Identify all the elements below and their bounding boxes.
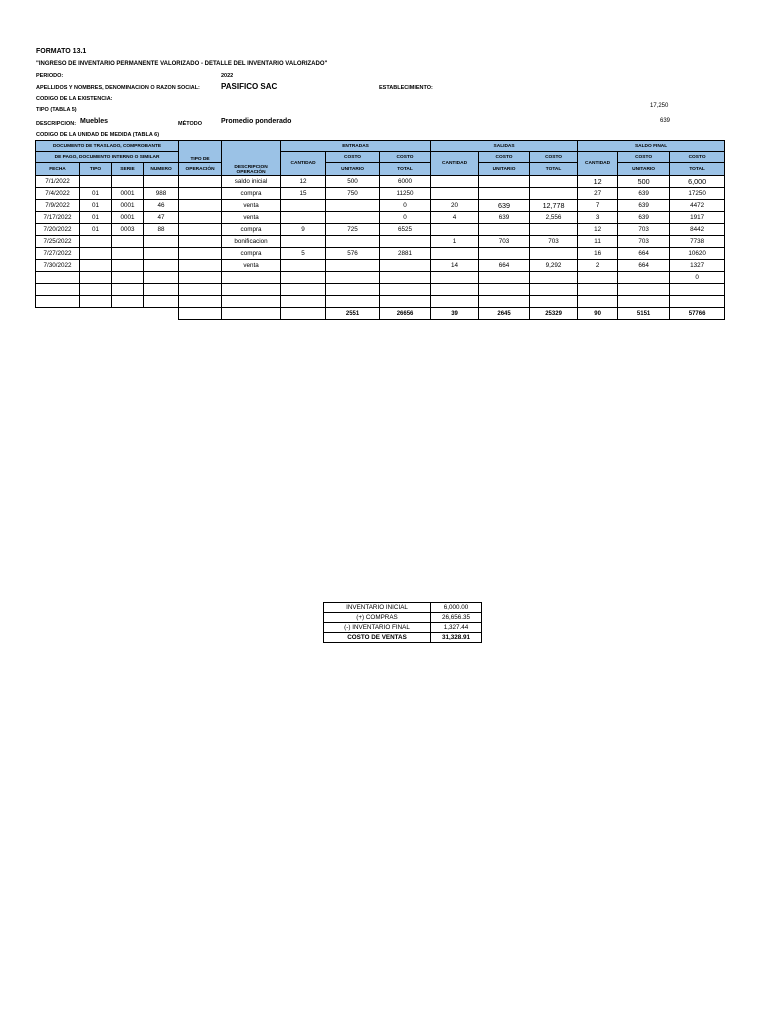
saldo-costo-unitario-cell: 639 bbox=[618, 200, 670, 212]
saldo-costo-unitario-cell: 703 bbox=[618, 236, 670, 248]
salidas-costo-unitario-cell bbox=[479, 272, 530, 284]
salidas-costo-total-cell bbox=[530, 296, 578, 308]
salidas-costo-total-cell bbox=[530, 176, 578, 188]
descripcion-header-line1: DESCRIPCION bbox=[234, 165, 268, 170]
table-row bbox=[36, 188, 725, 200]
salidas-cantidad-cell: 20 bbox=[431, 200, 479, 212]
periodo-value: 2022 bbox=[221, 73, 234, 79]
total-salidas-costo-unitario: 2645 bbox=[479, 308, 530, 320]
entradas-cantidad-cell bbox=[281, 284, 326, 296]
saldo-cantidad-cell: 12 bbox=[578, 176, 618, 188]
formato-title: FORMATO 13.1 bbox=[36, 48, 87, 55]
metodo-number: 639 bbox=[660, 118, 671, 124]
salidas-costo-unitario-cell: 639 bbox=[479, 212, 530, 224]
saldo-cantidad-cell bbox=[578, 284, 618, 296]
table-row bbox=[36, 272, 725, 284]
serie-cell: 0001 bbox=[112, 200, 144, 212]
serie-cell: 0001 bbox=[112, 188, 144, 200]
saldo-cantidad-cell: 27 bbox=[578, 188, 618, 200]
serie-cell bbox=[112, 296, 144, 308]
descripcion-cell bbox=[222, 272, 281, 284]
serie-cell bbox=[112, 284, 144, 296]
fecha-cell bbox=[36, 296, 80, 308]
saldo-unitario-header: UNITARIO bbox=[618, 163, 670, 176]
total-salidas-cantidad: 39 bbox=[431, 308, 479, 320]
summary-value: 31,328.91 bbox=[431, 633, 482, 643]
saldo-costo-total-cell: 1917 bbox=[670, 212, 725, 224]
fecha-cell: 7/20/2022 bbox=[36, 224, 80, 236]
salidas-costo-total-cell bbox=[530, 248, 578, 260]
periodo-label: PERIODO: bbox=[36, 73, 64, 79]
descripcion-label: DESCRIPCION: bbox=[36, 121, 77, 127]
entradas-cantidad-cell: 15 bbox=[281, 188, 326, 200]
tipo-operacion-cell bbox=[179, 236, 222, 248]
salidas-cantidad-cell: 4 bbox=[431, 212, 479, 224]
salidas-costo-total-cell: 12,778 bbox=[530, 200, 578, 212]
entradas-header: ENTRADAS bbox=[281, 141, 431, 152]
entradas-costo-unitario-cell: 500 bbox=[326, 176, 380, 188]
table-row bbox=[36, 212, 725, 224]
tipo-operacion-cell bbox=[179, 284, 222, 296]
salidas-costo-total-cell: 703 bbox=[530, 236, 578, 248]
tipo-cell: 01 bbox=[80, 212, 112, 224]
razon-social-value: PASIFICO SAC bbox=[221, 82, 278, 91]
entradas-cantidad-cell bbox=[281, 272, 326, 284]
codigo-existencia-label: CODIGO DE LA EXISTENCIA: bbox=[36, 96, 113, 102]
entradas-costo-total-cell bbox=[380, 296, 431, 308]
salidas-cantidad-cell bbox=[431, 296, 479, 308]
totals-spacer bbox=[36, 308, 179, 320]
entradas-costo-unitario-cell bbox=[326, 236, 380, 248]
saldo-costo-total-cell: 10620 bbox=[670, 248, 725, 260]
cost-summary-table bbox=[323, 602, 482, 643]
entradas-costo-total-cell: 11250 bbox=[380, 188, 431, 200]
salidas-unitario-header: UNITARIO bbox=[479, 163, 530, 176]
entradas-cantidad-cell bbox=[281, 236, 326, 248]
salidas-costo-total-header: COSTO bbox=[530, 152, 578, 163]
saldo-cantidad-cell bbox=[578, 272, 618, 284]
numero-cell bbox=[144, 296, 179, 308]
saldo-cantidad-cell: 16 bbox=[578, 248, 618, 260]
entradas-costo-unitario-cell bbox=[326, 296, 380, 308]
descripcion-cell: saldo inicial bbox=[222, 176, 281, 188]
saldo-costo-total-cell: 4472 bbox=[670, 200, 725, 212]
establecimiento-label: ESTABLECIMIENTO: bbox=[379, 85, 433, 91]
total-saldo-costo-total: 57766 bbox=[670, 308, 725, 320]
totals-tipo-op bbox=[179, 308, 222, 320]
salidas-costo-unitario-cell bbox=[479, 248, 530, 260]
descripcion-cell bbox=[222, 296, 281, 308]
fecha-cell: 7/9/2022 bbox=[36, 200, 80, 212]
total-entradas-cantidad bbox=[281, 308, 326, 320]
saldo-costo-unitario-cell: 664 bbox=[618, 260, 670, 272]
descripcion-cell: bonificacion bbox=[222, 236, 281, 248]
salidas-cantidad-cell bbox=[431, 284, 479, 296]
salidas-costo-total-cell: 2,556 bbox=[530, 212, 578, 224]
numero-cell: 988 bbox=[144, 188, 179, 200]
entradas-cantidad-cell bbox=[281, 260, 326, 272]
entradas-costo-total-cell: 6000 bbox=[380, 176, 431, 188]
totals-desc bbox=[222, 308, 281, 320]
unidad-medida-label: CODIGO DE LA UNIDAD DE MEDIDA (TABLA 6) bbox=[36, 132, 160, 138]
saldo-costo-total-header: COSTO bbox=[670, 152, 725, 163]
saldo-cantidad-cell: 7 bbox=[578, 200, 618, 212]
salidas-cantidad-cell bbox=[431, 224, 479, 236]
table-row bbox=[36, 224, 725, 236]
numero-cell bbox=[144, 176, 179, 188]
serie-cell: 0001 bbox=[112, 212, 144, 224]
tipo-cell bbox=[80, 272, 112, 284]
tipo-cell bbox=[80, 296, 112, 308]
saldo-costo-total-cell: 17250 bbox=[670, 188, 725, 200]
serie-cell bbox=[112, 236, 144, 248]
salidas-costo-header: COSTO bbox=[479, 152, 530, 163]
entradas-costo-total-cell bbox=[380, 284, 431, 296]
inventory-table bbox=[35, 140, 725, 320]
saldo-total-header: TOTAL bbox=[670, 163, 725, 176]
tipo-operacion-cell bbox=[179, 224, 222, 236]
tipo-cell bbox=[80, 176, 112, 188]
numero-cell bbox=[144, 248, 179, 260]
saldo-costo-unitario-cell bbox=[618, 272, 670, 284]
tipo-cell: 01 bbox=[80, 188, 112, 200]
summary-label: (+) COMPRAS bbox=[324, 613, 431, 623]
tipo-operacion-cell bbox=[179, 200, 222, 212]
saldo-costo-total-cell: 7738 bbox=[670, 236, 725, 248]
saldo-costo-unitario-cell: 664 bbox=[618, 248, 670, 260]
entradas-costo-total-header: COSTO bbox=[380, 152, 431, 163]
entradas-cantidad-cell: 9 bbox=[281, 224, 326, 236]
salidas-costo-unitario-cell: 703 bbox=[479, 236, 530, 248]
saldo-costo-unitario-cell: 639 bbox=[618, 188, 670, 200]
salidas-costo-unitario-cell bbox=[479, 224, 530, 236]
entradas-unitario-header: UNITARIO bbox=[326, 163, 380, 176]
numero-cell: 46 bbox=[144, 200, 179, 212]
saldo-costo-total-cell: 6,000 bbox=[670, 176, 725, 188]
summary-label: COSTO DE VENTAS bbox=[324, 633, 431, 643]
descripcion-cell: venta bbox=[222, 212, 281, 224]
saldo-cantidad-cell: 11 bbox=[578, 236, 618, 248]
table-row bbox=[36, 284, 725, 296]
entradas-costo-total-cell bbox=[380, 272, 431, 284]
serie-header: SERIE bbox=[112, 163, 144, 176]
numero-cell bbox=[144, 260, 179, 272]
summary-value: 1,327.44 bbox=[431, 623, 482, 633]
tipo-header: TIPO bbox=[80, 163, 112, 176]
entradas-cantidad-cell: 12 bbox=[281, 176, 326, 188]
salidas-costo-total-cell bbox=[530, 188, 578, 200]
table-row bbox=[36, 260, 725, 272]
tipo-operacion-cell bbox=[179, 212, 222, 224]
entradas-costo-unitario-cell bbox=[326, 260, 380, 272]
saldo-cantidad-cell: 3 bbox=[578, 212, 618, 224]
tipo-cell bbox=[80, 236, 112, 248]
saldo-cantidad-header: CANTIDAD bbox=[578, 152, 618, 176]
salidas-costo-unitario-cell bbox=[479, 296, 530, 308]
tipo-cell: 01 bbox=[80, 200, 112, 212]
entradas-total-header: TOTAL bbox=[380, 163, 431, 176]
total-salidas-costo-total: 25329 bbox=[530, 308, 578, 320]
serie-cell bbox=[112, 176, 144, 188]
descripcion-cell: compra bbox=[222, 248, 281, 260]
fecha-cell: 7/30/2022 bbox=[36, 260, 80, 272]
descripcion-cell: compra bbox=[222, 224, 281, 236]
entradas-costo-unitario-cell bbox=[326, 200, 380, 212]
serie-cell: 0003 bbox=[112, 224, 144, 236]
salidas-cantidad-cell bbox=[431, 248, 479, 260]
salidas-header: SALIDAS bbox=[431, 141, 578, 152]
table-row bbox=[36, 296, 725, 308]
salidas-cantidad-cell bbox=[431, 272, 479, 284]
descripcion-header-line2: OPERACIÓN bbox=[236, 170, 266, 175]
total-entradas-costo-total: 26656 bbox=[380, 308, 431, 320]
metodo-label: MÉTODO bbox=[178, 121, 203, 127]
entradas-cantidad-cell bbox=[281, 200, 326, 212]
tipo-cell bbox=[80, 248, 112, 260]
salidas-costo-total-cell bbox=[530, 224, 578, 236]
saldo-costo-total-cell: 1327 bbox=[670, 260, 725, 272]
descripcion-operacion-header bbox=[222, 141, 281, 176]
fecha-header: FECHA bbox=[36, 163, 80, 176]
tipo-operacion-cell bbox=[179, 188, 222, 200]
razon-social-label: APELLIDOS Y NOMBRES, DENOMINACION O RAZON SOCIAL: bbox=[36, 85, 200, 91]
document-title: "INGRESO DE INVENTARIO PERMANENTE VALORIZADO - DETALLE DEL INVENTARIO VALORIZADO" bbox=[36, 61, 328, 67]
saldo-costo-unitario-cell: 703 bbox=[618, 224, 670, 236]
tipo-value: 17,250 bbox=[650, 103, 669, 109]
saldo-costo-unitario-cell bbox=[618, 284, 670, 296]
total-saldo-costo-unitario: 5151 bbox=[618, 308, 670, 320]
salidas-cantidad-cell: 1 bbox=[431, 236, 479, 248]
entradas-costo-total-cell bbox=[380, 236, 431, 248]
saldo-costo-total-cell bbox=[670, 296, 725, 308]
numero-cell bbox=[144, 272, 179, 284]
salidas-costo-total-cell: 9,292 bbox=[530, 260, 578, 272]
salidas-costo-unitario-cell: 639 bbox=[479, 200, 530, 212]
saldo-costo-unitario-cell bbox=[618, 296, 670, 308]
fecha-cell: 7/4/2022 bbox=[36, 188, 80, 200]
entradas-costo-unitario-cell bbox=[326, 212, 380, 224]
saldo-final-header: SALDO FINAL bbox=[578, 141, 725, 152]
entradas-cantidad-header: CANTIDAD bbox=[281, 152, 326, 176]
entradas-costo-total-cell bbox=[380, 260, 431, 272]
saldo-costo-header: COSTO bbox=[618, 152, 670, 163]
tipo-cell bbox=[80, 260, 112, 272]
numero-header: NUMERO bbox=[144, 163, 179, 176]
numero-cell bbox=[144, 236, 179, 248]
total-saldo-cantidad: 90 bbox=[578, 308, 618, 320]
saldo-cantidad-cell: 2 bbox=[578, 260, 618, 272]
fecha-cell: 7/17/2022 bbox=[36, 212, 80, 224]
salidas-costo-unitario-cell bbox=[479, 176, 530, 188]
summary-row bbox=[324, 613, 482, 623]
entradas-costo-total-cell: 0 bbox=[380, 212, 431, 224]
tipo-operacion-cell bbox=[179, 272, 222, 284]
serie-cell bbox=[112, 272, 144, 284]
numero-cell: 88 bbox=[144, 224, 179, 236]
salidas-costo-total-cell bbox=[530, 284, 578, 296]
entradas-costo-total-cell: 6525 bbox=[380, 224, 431, 236]
salidas-costo-unitario-cell bbox=[479, 188, 530, 200]
salidas-cantidad-cell bbox=[431, 188, 479, 200]
documento-header: DOCUMENTO DE TRASLADO, COMPROBANTE bbox=[36, 141, 179, 152]
tipo-cell: 01 bbox=[80, 224, 112, 236]
tipo-operacion-header: TIPO DE bbox=[179, 141, 222, 163]
saldo-costo-total-cell bbox=[670, 284, 725, 296]
fecha-cell: 7/27/2022 bbox=[36, 248, 80, 260]
operacion-header: OPERACIÓN bbox=[179, 163, 222, 176]
table-row bbox=[36, 200, 725, 212]
table-row bbox=[36, 236, 725, 248]
entradas-costo-unitario-cell bbox=[326, 284, 380, 296]
serie-cell bbox=[112, 260, 144, 272]
numero-cell: 47 bbox=[144, 212, 179, 224]
tipo-cell bbox=[80, 284, 112, 296]
summary-value: 26,656.35 bbox=[431, 613, 482, 623]
metodo-value: Promedio ponderado bbox=[221, 118, 292, 125]
table-row bbox=[36, 248, 725, 260]
totals-row bbox=[36, 308, 725, 320]
salidas-costo-unitario-cell bbox=[479, 284, 530, 296]
salidas-cantidad-header: CANTIDAD bbox=[431, 152, 479, 176]
saldo-costo-total-cell: 8442 bbox=[670, 224, 725, 236]
salidas-cantidad-cell: 14 bbox=[431, 260, 479, 272]
salidas-costo-total-cell bbox=[530, 272, 578, 284]
tipo-operacion-cell bbox=[179, 176, 222, 188]
tipo-operacion-cell bbox=[179, 248, 222, 260]
numero-cell bbox=[144, 284, 179, 296]
descripcion-cell: venta bbox=[222, 200, 281, 212]
serie-cell bbox=[112, 248, 144, 260]
descripcion-cell: compra bbox=[222, 188, 281, 200]
fecha-cell bbox=[36, 272, 80, 284]
total-entradas-costo-unitario: 2551 bbox=[326, 308, 380, 320]
summary-row bbox=[324, 603, 482, 613]
table-row bbox=[36, 176, 725, 188]
salidas-costo-unitario-cell: 664 bbox=[479, 260, 530, 272]
entradas-cantidad-cell bbox=[281, 212, 326, 224]
entradas-costo-unitario-cell: 576 bbox=[326, 248, 380, 260]
salidas-total-header: TOTAL bbox=[530, 163, 578, 176]
fecha-cell bbox=[36, 284, 80, 296]
saldo-costo-unitario-cell: 639 bbox=[618, 212, 670, 224]
fecha-cell: 7/1/2022 bbox=[36, 176, 80, 188]
saldo-cantidad-cell bbox=[578, 296, 618, 308]
entradas-costo-total-cell: 0 bbox=[380, 200, 431, 212]
summary-value: 6,000.00 bbox=[431, 603, 482, 613]
tipo-tabla5-label: TIPO (TABLA 5) bbox=[36, 107, 77, 113]
entradas-costo-unitario-cell bbox=[326, 272, 380, 284]
saldo-costo-unitario-cell: 500 bbox=[618, 176, 670, 188]
entradas-cantidad-cell bbox=[281, 296, 326, 308]
descripcion-cell bbox=[222, 284, 281, 296]
descripcion-value: Muebles bbox=[80, 118, 109, 125]
summary-label: (-) INVENTARIO FINAL bbox=[324, 623, 431, 633]
salidas-cantidad-cell bbox=[431, 176, 479, 188]
saldo-cantidad-cell: 12 bbox=[578, 224, 618, 236]
saldo-costo-total-cell: 0 bbox=[670, 272, 725, 284]
entradas-cantidad-cell: 5 bbox=[281, 248, 326, 260]
summary-row bbox=[324, 633, 482, 643]
documento-header-line2: DE PAGO, DOCUMENTO INTERNO O SIMILAR bbox=[36, 152, 179, 163]
tipo-operacion-cell bbox=[179, 260, 222, 272]
entradas-costo-header: COSTO bbox=[326, 152, 380, 163]
entradas-costo-unitario-cell: 725 bbox=[326, 224, 380, 236]
summary-row bbox=[324, 623, 482, 633]
entradas-costo-total-cell: 2881 bbox=[380, 248, 431, 260]
descripcion-cell: venta bbox=[222, 260, 281, 272]
tipo-operacion-cell bbox=[179, 296, 222, 308]
entradas-costo-unitario-cell: 750 bbox=[326, 188, 380, 200]
fecha-cell: 7/25/2022 bbox=[36, 236, 80, 248]
summary-label: INVENTARIO INICIAL bbox=[324, 603, 431, 613]
